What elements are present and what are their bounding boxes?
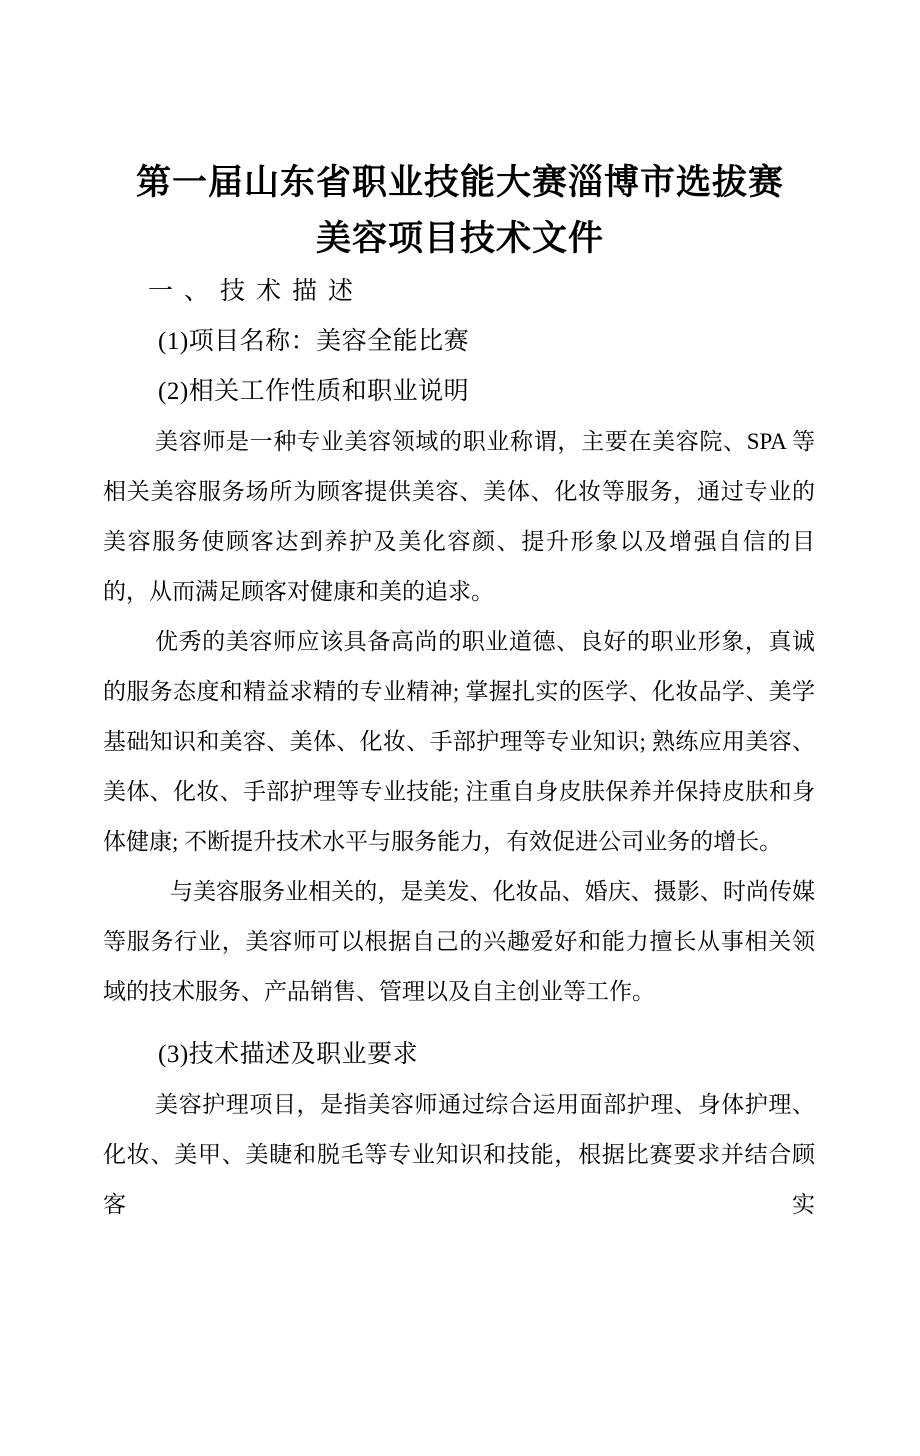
paragraph-related-industries: 与美容服务业相关的，是美发、化妆品、婚庆、摄影、时尚传媒等服务行业，美容师可以根据自己的兴趣爱好和能力擅长从事相关领域的技术服务、产品销售、管理以及自主创业等工作。: [103, 879, 815, 1004]
item-1-project-name: (1)项目名称：美容全能比赛: [158, 328, 470, 355]
section-heading-technical-description: 一、技术描述: [148, 278, 365, 305]
title-line-1: 第一届山东省职业技能大赛淄博市选拔赛: [135, 163, 784, 202]
document-page: [0, 155, 920, 1456]
document-body: [0, 267, 920, 1230]
item-2-work-nature-heading: (2)相关工作性质和职业说明: [158, 378, 470, 405]
paragraph-beautician-definition: 美容师是一种专业美容领域的职业称谓，主要在美容院、SPA 等相关美容服务场所为顾客提供美容、美体、化妆等服务，通过专业的美容服务使顾客达到养护及美化容颜、提升形象以及增强自信的目的，从而满足顾客对健康和美的追求。: [103, 429, 815, 604]
paragraph-beauty-care-project: 美容护理项目，是指美容师通过综合运用面部护理、身体护理、化妆、美甲、美睫和脱毛等专业知识和技能，根据比赛要求并结合顾客实: [103, 1092, 815, 1217]
paragraph-beautician-qualities: 优秀的美容师应该具备高尚的职业道德、良好的职业形象，真诚的服务态度和精益求精的专业精神; 掌握扎实的医学、化妆品学、美学基础知识和美容、美体、化妆、手部护理等专业知识; 熟练应用美容、美体、化妆、手部护理等专业技能; 注重自身皮肤保养并保持皮肤和身体健康; 不断提升技术水平与服务能力，有效促进公司业务的增长。: [103, 629, 815, 854]
title-line-2: 美容项目技术文件: [315, 219, 604, 258]
item-3-technical-requirements-heading: (3)技术描述及职业要求: [158, 1041, 419, 1068]
document-title: [0, 155, 920, 267]
